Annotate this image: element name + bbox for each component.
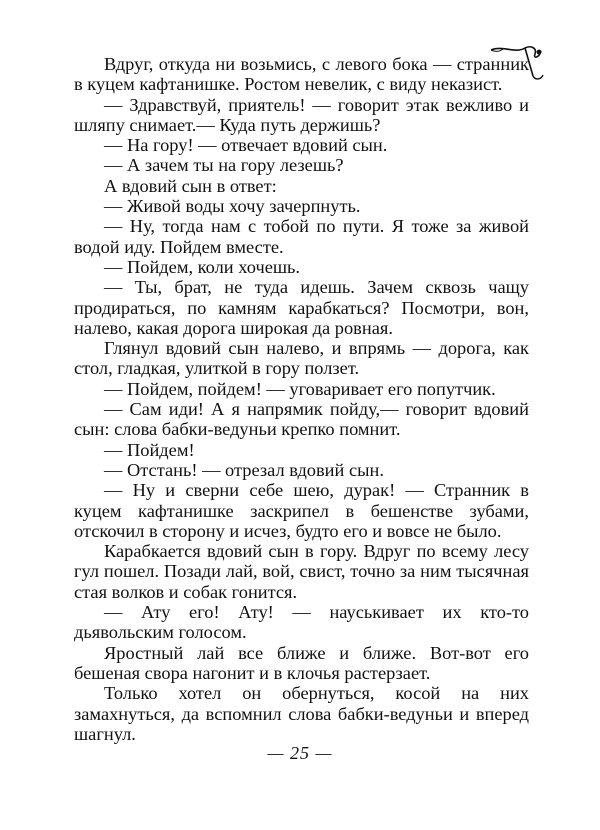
- paragraph: Только хотел он обернуться, косой на них замахнуться, да вспомнил слова бабки-ведуньи и вперед шагнул.: [74, 683, 529, 744]
- paragraph: — Пойдем, пойдем! — уговаривает его попутчик.: [104, 378, 496, 399]
- paragraph: А вдовий сын в ответ:: [104, 175, 277, 196]
- paragraph: — А зачем ты на гору лезешь?: [104, 155, 344, 176]
- paragraph: Карабкается вдовий сын в гору. Вдруг по всему лесу гул пошел. Позади лай, вой, свист, точно за ним тысячная стая волков и собак гонится.: [74, 541, 529, 602]
- story-text: [74, 54, 529, 744]
- paragraph: — Здравствуй, приятель! — говорит этак вежливо и шляпу снимает.— Куда путь держишь?: [74, 94, 529, 135]
- paragraph: Яростный лай все ближе и ближе. Вот-вот его бешеная свора нагонит и в клочья растерзает.: [74, 642, 529, 683]
- paragraph: — Сам иди! А я напрямик пойду,— говорит вдовий сын: слова бабки-ведуньи крепко помнит.: [74, 399, 529, 440]
- paragraph: — Ну, тогда нам с тобой по пути. Я тоже за живой водой иду. Пойдем вместе.: [74, 216, 529, 257]
- paragraph: Вдруг, откуда ни возьмись, с левого бока — странник в куцем кафтанишке. Ростом невелик, с виду неказист.: [74, 54, 529, 95]
- paragraph: — Ты, брат, не туда идешь. Зачем сквозь чащу продираться, по камням карабкаться? Посмотри, вон, налево, какая дорога широкая да ровная.: [74, 277, 529, 338]
- paragraph: Глянул вдовий сын налево, и впрямь — дорога, как стол, гладкая, улиткой в гору ползет.: [74, 338, 529, 379]
- paragraph: — Ату его! Ату! — науськивает их кто-то дьявольским голосом.: [74, 602, 529, 643]
- paragraph: — Живой воды хочу зачерпнуть.: [104, 196, 361, 217]
- paragraph: — На гору! — отвечает вдовий сын.: [104, 135, 388, 156]
- page-number: — 25 —: [267, 743, 333, 763]
- paragraph: — Ну и сверни себе шею, дурак! — Странник в куцем кафтанишке заскрипел в бешенстве зубами, отскочил в сторону и исчез, будто его и вовсе не было.: [74, 480, 529, 541]
- paragraph: — Отстань! — отрезал вдовий сын.: [104, 459, 384, 480]
- paragraph: — Пойдем!: [104, 439, 195, 460]
- paragraph: — Пойдем, коли хочешь.: [104, 256, 301, 277]
